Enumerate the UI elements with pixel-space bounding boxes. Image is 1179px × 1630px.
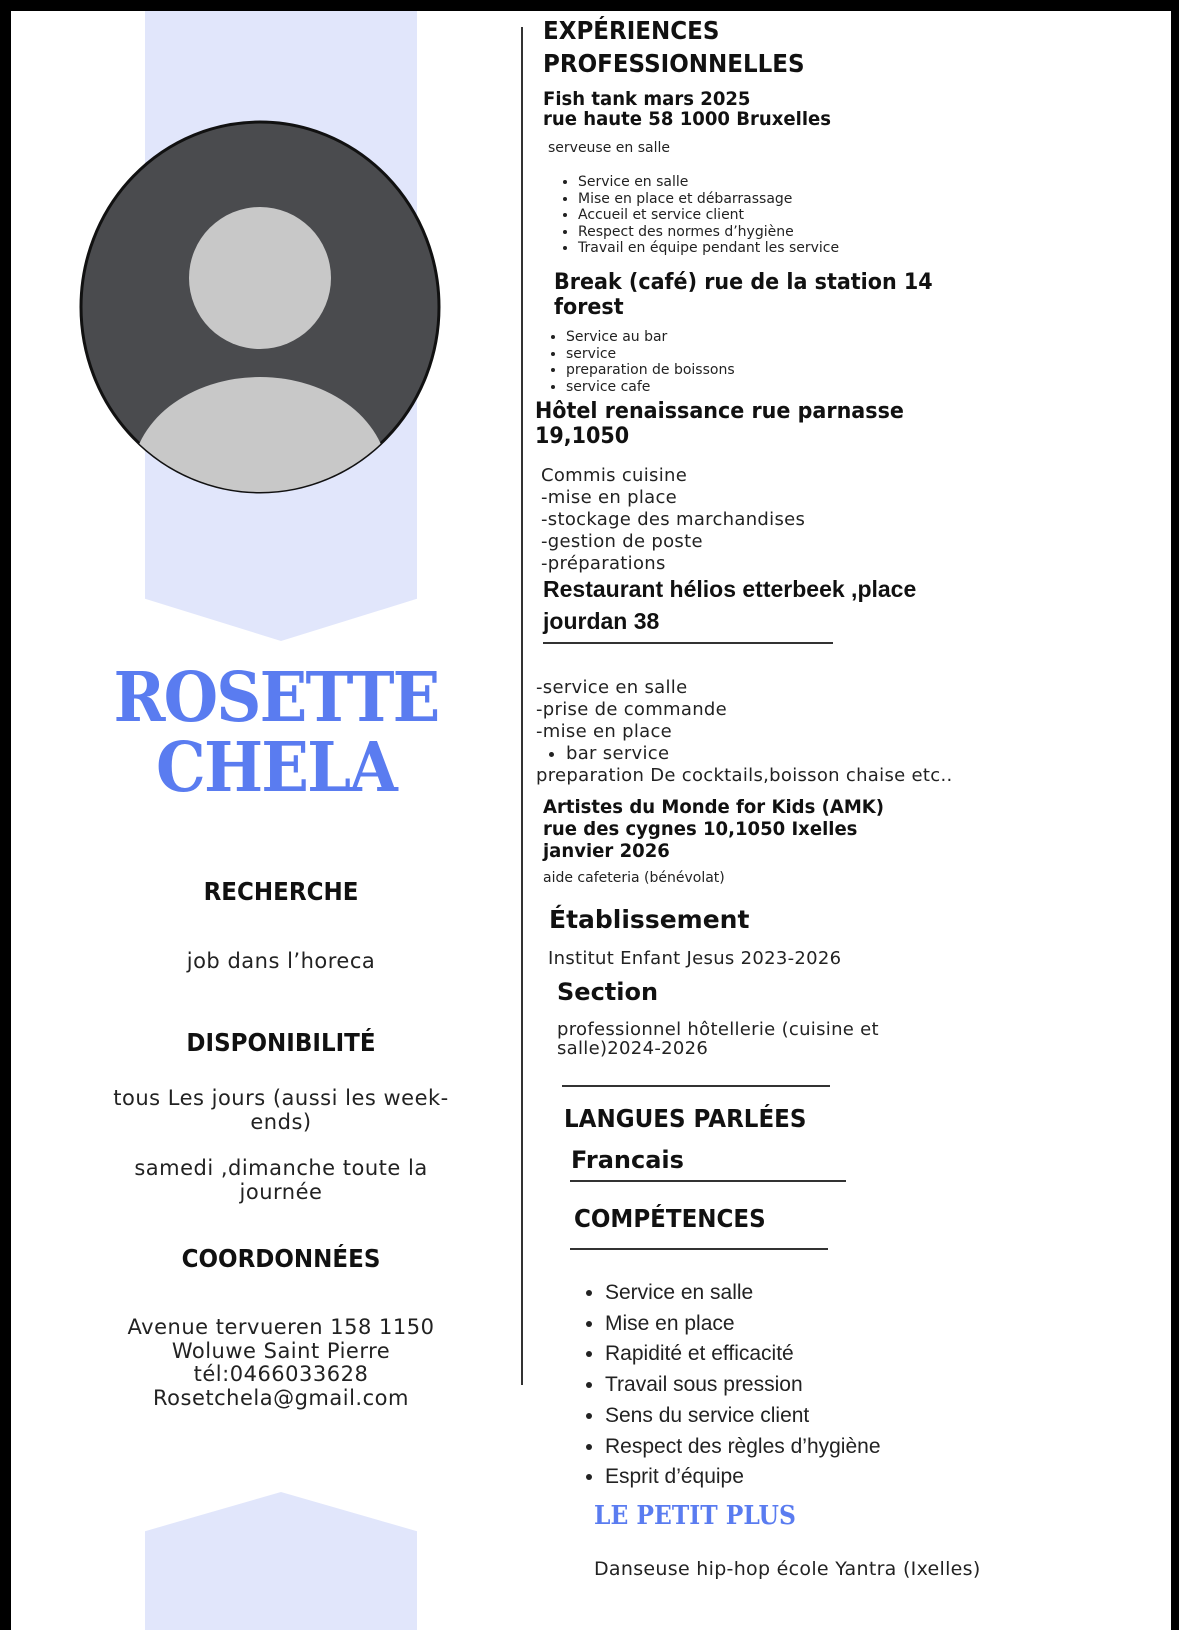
job-2-title-line-1: Break (café) rue de la station 14	[554, 270, 933, 295]
list-item: • bar service	[566, 743, 1166, 765]
job-3-line: -préparations	[541, 553, 666, 574]
job-3-title-line-1: Hôtel renaissance rue parnasse	[535, 399, 904, 424]
section-text	[557, 1020, 879, 1058]
list-item: • Sens du service client	[605, 1401, 1025, 1432]
job-1-title-line-1: Fish tank mars 2025	[543, 88, 751, 110]
address-line-2: Woluwe Saint Pierre	[171, 1339, 391, 1363]
email-address: Rosetchela@gmail.com	[153, 1386, 409, 1410]
list-item: • Service en salle	[578, 174, 1171, 191]
list-item: • Travail sous pression	[605, 1370, 1025, 1401]
list-item: • service cafe	[566, 379, 1166, 396]
job-1-title-line-2: rue haute 58 1000 Bruxelles	[543, 108, 831, 130]
job-5-title-line-3: janvier 2026	[543, 840, 670, 862]
job-1-tasks	[548, 174, 1171, 257]
address-line-1: Avenue tervueren 158 1150	[127, 1315, 435, 1339]
recherche-heading: RECHERCHE	[203, 877, 359, 906]
section-text-line-2: salle)2024-2026	[557, 1038, 709, 1059]
disponibilite-line-2: samedi ,dimanche toute la journée	[134, 1156, 428, 1204]
langues-heading: LANGUES PARLÉES	[564, 1104, 807, 1133]
etablissement-text: Institut Enfant Jesus 2023-2026	[548, 948, 842, 969]
candidate-name	[87, 658, 464, 808]
section-text-line-1: professionnel hôtellerie (cuisine et	[557, 1019, 879, 1040]
job-4-title-line-2: jourdan 38	[543, 608, 660, 634]
job-3-line: -stockage des marchandises	[541, 509, 806, 530]
job-4-line: -service en salle	[536, 677, 688, 698]
name-line-1: ROSETTE	[113, 658, 439, 738]
job-5-title	[543, 796, 1113, 862]
job-4-details	[536, 677, 1166, 787]
list-item: • Service en salle	[605, 1278, 1025, 1309]
list-item: • preparation de boissons	[566, 362, 1166, 379]
column-divider	[521, 27, 523, 1385]
job-5-role: aide cafeteria (bénévolat)	[543, 870, 725, 886]
job-4-bullets	[536, 743, 1166, 765]
user-avatar-placeholder-icon	[79, 117, 441, 500]
phone-number: tél:0466033628	[193, 1362, 369, 1386]
job-1-role: serveuse en salle	[548, 140, 670, 156]
cv-page	[11, 11, 1171, 1630]
job-5-title-line-1: Artistes du Monde for Kids (AMK)	[543, 796, 885, 818]
job-2-tasks	[536, 329, 1166, 395]
job-4-line: -mise en place	[536, 721, 673, 742]
langues-bottom-rule	[570, 1180, 846, 1182]
name-line-2: CHELA	[156, 728, 396, 808]
job-2-title-line-2: forest	[554, 295, 624, 320]
job-5-title-line-2: rue des cygnes 10,1050 Ixelles	[543, 818, 858, 840]
list-item: • Accueil et service client	[578, 207, 1171, 224]
job-1-title	[543, 89, 1113, 129]
langues-top-rule	[562, 1085, 830, 1087]
job-2-title	[554, 270, 1118, 320]
disponibilite-line-1: tous Les jours (aussi les week-ends)	[113, 1086, 449, 1134]
list-item: • Rapidité et efficacité	[605, 1339, 1025, 1370]
job-4-line: -prise de commande	[536, 699, 728, 720]
etablissement-heading: Établissement	[549, 905, 750, 934]
job-4-title	[543, 573, 1163, 637]
section-heading: Section	[557, 978, 659, 1006]
competences-rule	[570, 1248, 828, 1250]
competences-list	[577, 1278, 1025, 1493]
job-4-title-underline	[543, 642, 833, 644]
job-3-details	[541, 465, 1141, 575]
job-3-title-line-2: 19,1050	[535, 424, 630, 449]
list-item: • Travail en équipe pendant les service	[578, 240, 1171, 257]
disponibilite-heading: DISPONIBILITÉ	[186, 1028, 376, 1057]
competences-heading: COMPÉTENCES	[574, 1204, 766, 1233]
petit-plus-heading: LE PETIT PLUS	[594, 1501, 796, 1531]
list-item: • Respect des normes d’hygiène	[578, 224, 1171, 241]
coordonnees-heading: COORDONNÉES	[181, 1244, 381, 1273]
sidebar-ribbon-bottom	[145, 1492, 417, 1630]
job-4-title-line-1: Restaurant hélios etterbeek ,place	[543, 576, 917, 602]
langue-item: Francais	[571, 1146, 684, 1174]
job-4-line: preparation De cocktails,boisson chaise etc..	[536, 765, 953, 786]
experiences-heading-line-2: PROFESSIONNELLES	[543, 49, 805, 78]
petit-plus-text: Danseuse hip-hop école Yantra (Ixelles)	[594, 1558, 981, 1580]
job-3-line: -mise en place	[541, 487, 678, 508]
job-3-line: Commis cuisine	[541, 465, 688, 486]
experiences-heading-line-1: EXPÉRIENCES	[543, 16, 720, 45]
list-item: • Esprit d’équipe	[605, 1462, 1025, 1493]
list-item: • Mise en place et débarrassage	[578, 191, 1171, 208]
list-item: • Service au bar	[566, 329, 1166, 346]
job-3-line: -gestion de poste	[541, 531, 703, 552]
job-3-title	[535, 399, 1099, 449]
list-item: • Mise en place	[605, 1309, 1025, 1340]
experiences-heading	[543, 14, 1095, 80]
list-item: • service	[566, 346, 1166, 363]
recherche-text: job dans l’horeca	[186, 949, 376, 973]
list-item: • Respect des règles d’hygiène	[605, 1432, 1025, 1463]
